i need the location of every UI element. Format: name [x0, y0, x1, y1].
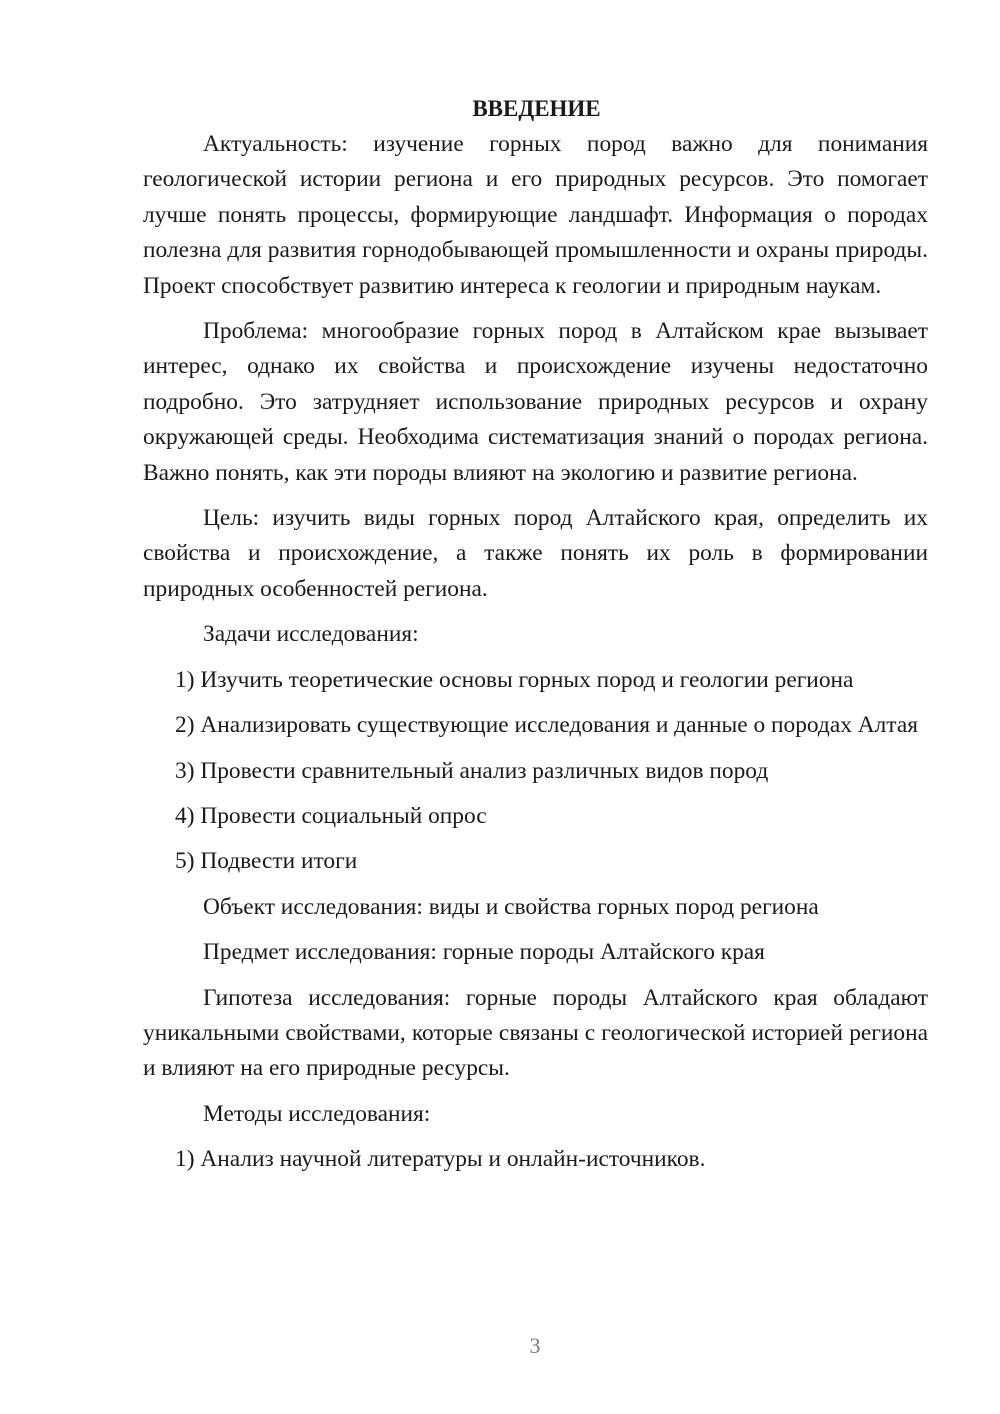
task-item-4: 4) Провести социальный опрос	[175, 802, 487, 829]
problem-paragraph: Проблема: многообразие горных пород в Алтайском крае вызывает интерес, однако их свойства и происхождение изучены недостаточно подробно. Это затрудняет использование природных ресурсов и охрану окружающей среды. Необходима систематизация знаний о породах региона. Важно понять, как эти породы влияют на экологию и развитие региона.	[143, 318, 928, 486]
task-item-1: 1) Изучить теоретические основы горных пород и геологии региона	[175, 666, 854, 693]
section-title: ВВЕДЕНИЕ	[472, 96, 601, 121]
object-paragraph: Объект исследования: виды и свойства горных пород региона	[203, 893, 819, 920]
tasks-heading: Задачи исследования:	[203, 621, 419, 648]
task-item-5: 5) Подвести итоги	[175, 848, 358, 875]
page-number: 3	[529, 1333, 541, 1358]
method-item-1: 1) Анализ научной литературы и онлайн-источников.	[175, 1146, 706, 1173]
goal-paragraph: Цель: изучить виды горных пород Алтайского края, определить их свойства и происхождение, а также понять их роль в формировании природных особенностей региона.	[143, 505, 928, 602]
task-item-2: 2) Анализировать существующие исследования и данные о породах Алтая	[175, 712, 918, 739]
task-item-3: 3) Провести сравнительный анализ различных видов пород	[175, 757, 769, 784]
document-page	[143, 92, 928, 1188]
hypothesis-paragraph: Гипотеза исследования: горные породы Алтайского края обладают уникальными свойствами, которые связаны с геологической историей региона и влияют на его природные ресурсы.	[143, 984, 928, 1082]
relevance-paragraph: Актуальность: изучение горных пород важно для понимания геологической истории региона и его природных ресурсов. Это помогает лучше понять процессы, формирующие ландшафт. Информация о породах полезна для развития горнодобывающей промышленности и охраны природы. Проект способствует развитию интереса к геологии и природным наукам.	[143, 131, 928, 299]
methods-heading: Методы исследования:	[203, 1100, 431, 1127]
subject-paragraph: Предмет исследования: горные породы Алтайского края	[203, 939, 765, 966]
